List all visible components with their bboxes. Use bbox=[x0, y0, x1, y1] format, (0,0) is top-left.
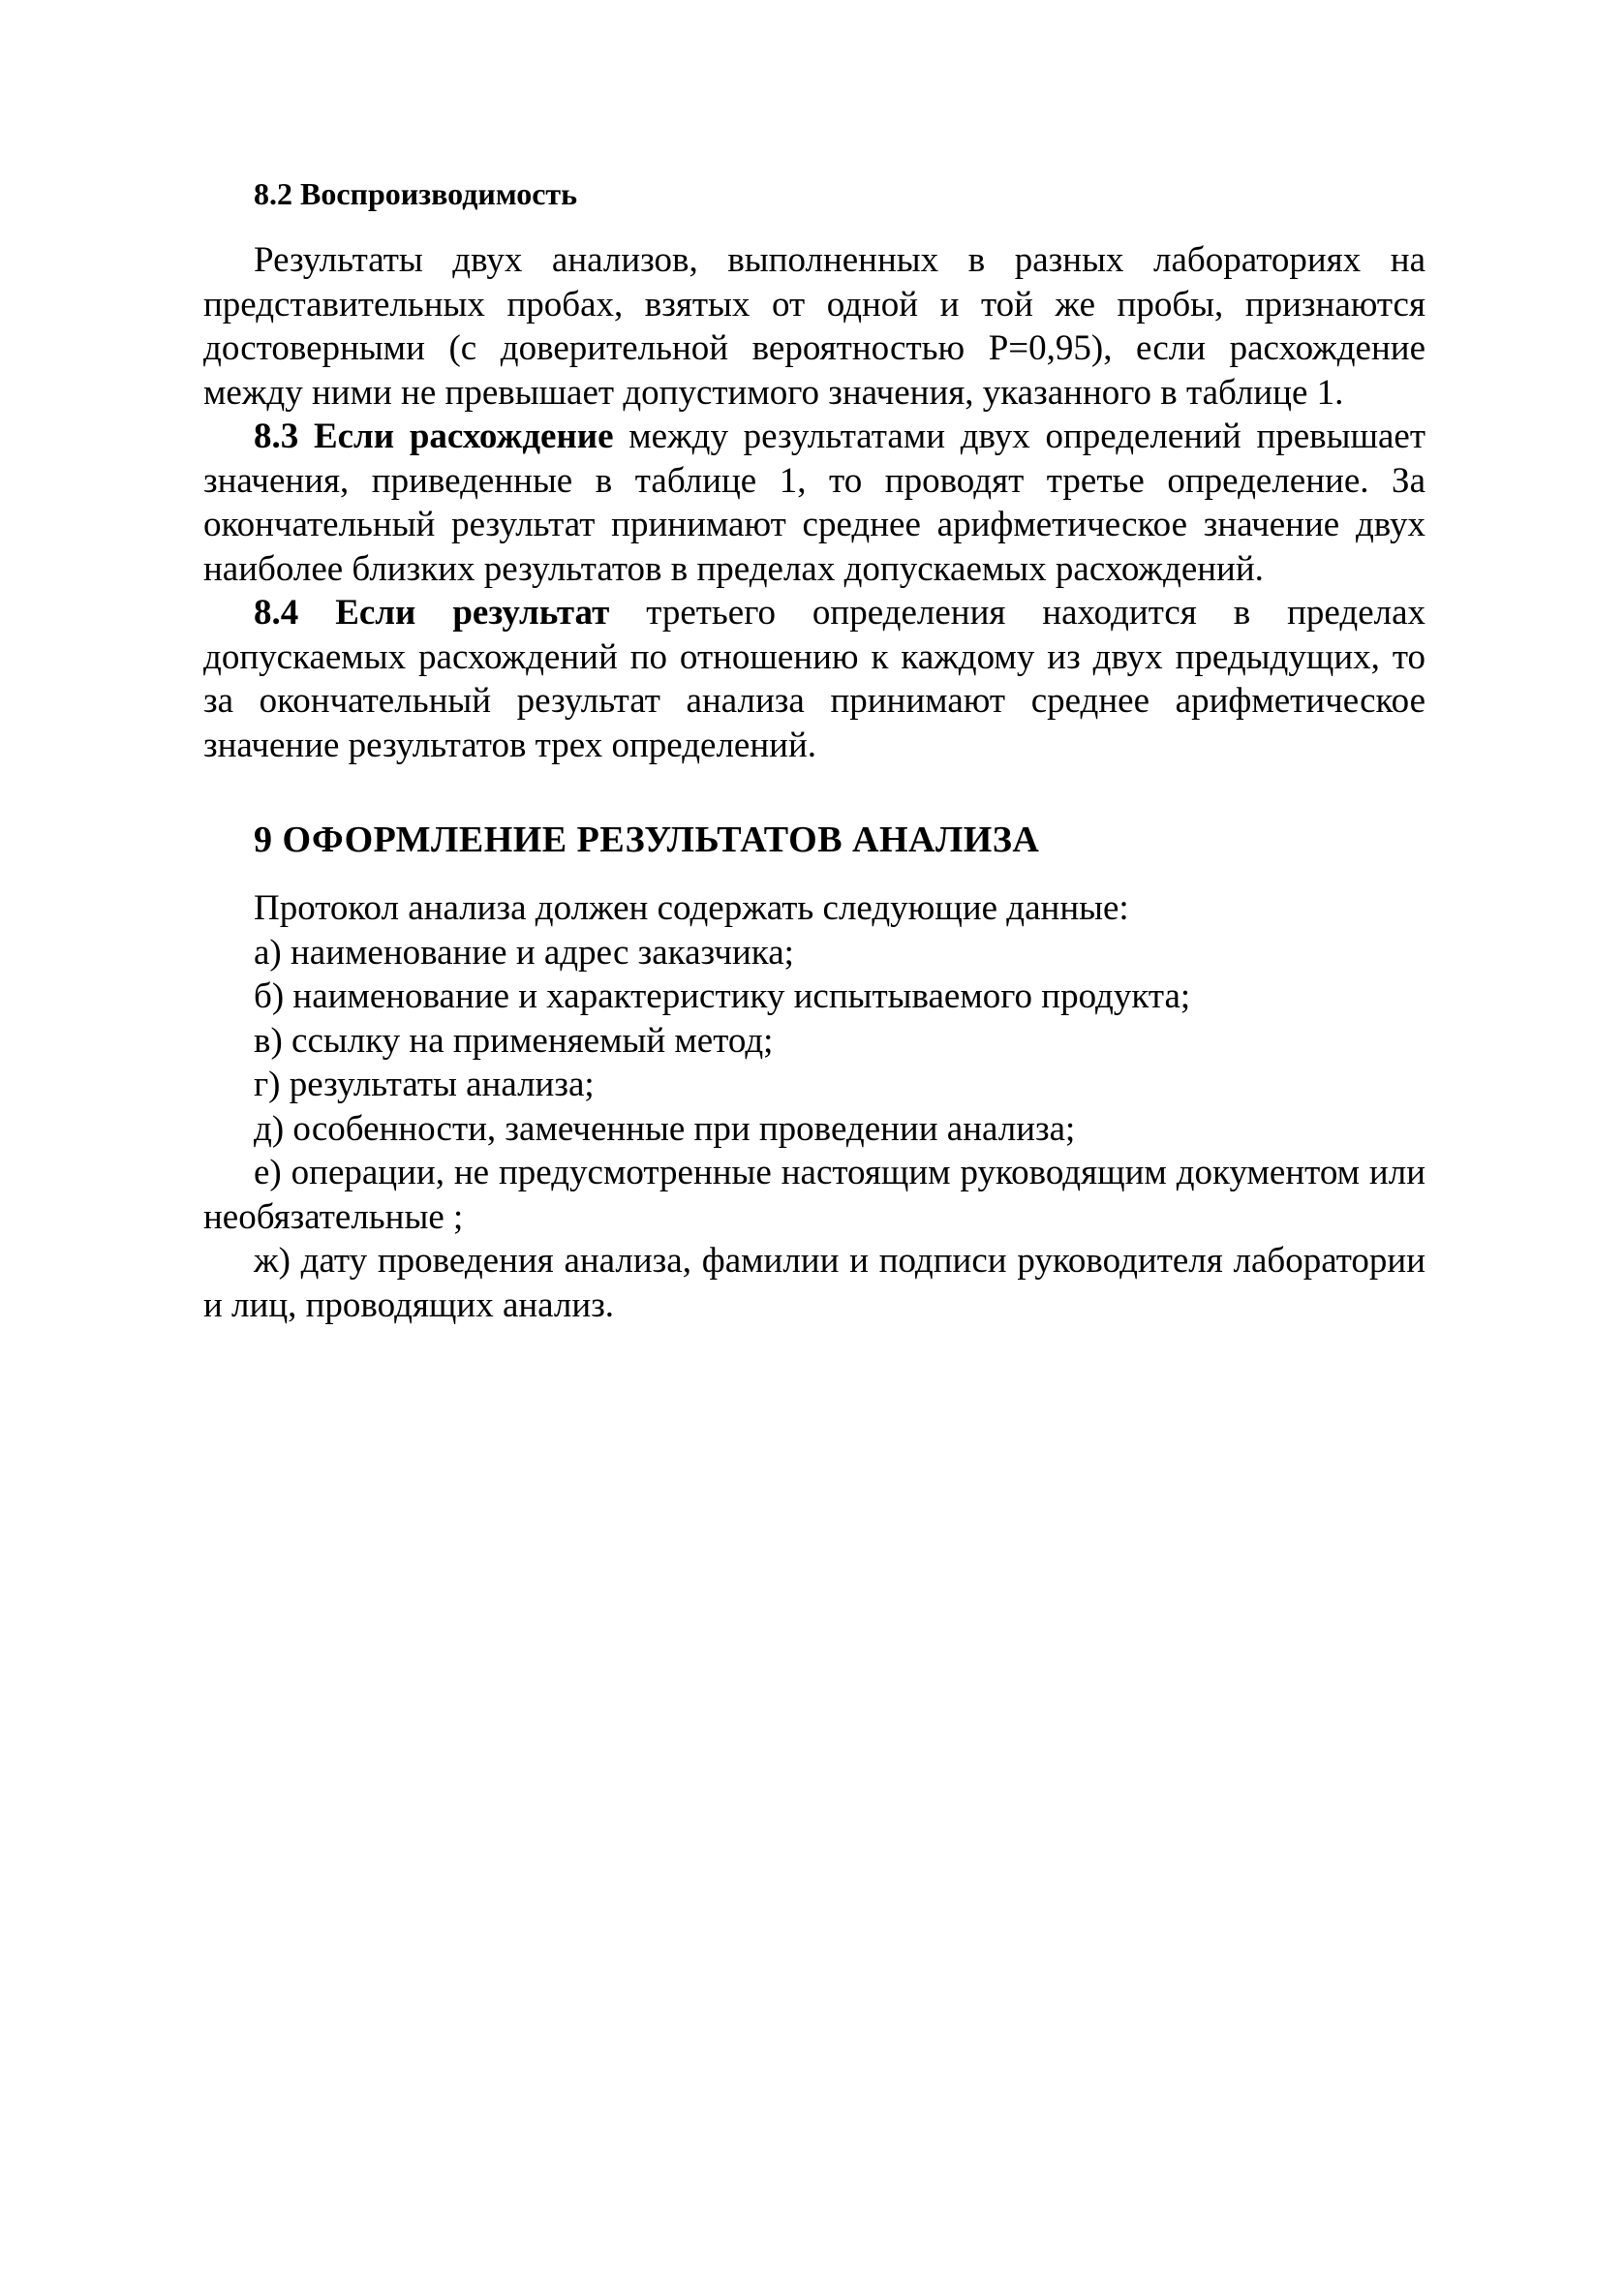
section-8-2-paragraph: Результаты двух анализов, выполненных в разных лабораториях на представительных пробах, взятых от одной и той же пробы, признаются достоверными (с доверительной вероятностью Р=0,95), если расхождение между ними не превышает допустимого значения, указанного в таблице 1. bbox=[203, 240, 1425, 413]
list-item: г) результаты анализа; bbox=[254, 1065, 595, 1104]
list-item: а) наименование и адрес заказчика; bbox=[254, 932, 794, 973]
list-item: б) наименование и характеристику испытываемого продукта; bbox=[254, 976, 1191, 1016]
section-8-3-paragraph bbox=[203, 415, 1425, 591]
section-8-4-text: третьего определения находится в пределах допускаемых расхождений по отношению к каждому из двух предыдущих, то за окончательный результат анализа принимают среднее арифметическое значение результатов трех определений. bbox=[203, 593, 1425, 765]
list-item: д) особенности, замеченные при проведении анализа; bbox=[254, 1108, 1076, 1149]
list-item: е) операции, не предусмотренные настоящим руководящим документом или необязательные ; bbox=[203, 1153, 1425, 1237]
section-8-3-text: между результатами двух определений превышает значения, приведенные в таблице 1, то проводят третье определение. За окончательный результат принимают среднее арифметическое значение двух наиболее близких результатов в пределах допускаемых расхождений. bbox=[203, 417, 1425, 589]
document-page bbox=[203, 174, 1425, 1327]
list-item: ж) дату проведения анализа, фамилии и подписи руководителя лаборатории и лиц, проводящих анализ. bbox=[203, 1241, 1425, 1325]
section-8-3-lead: 8.3 Если расхождение bbox=[254, 417, 614, 456]
list-item: в) ссылку на применяемый метод; bbox=[254, 1020, 774, 1061]
section-8-4-lead: 8.4 Если результат bbox=[254, 593, 610, 633]
section-9-heading: 9 ОФОРМЛЕНИЕ РЕЗУЛЬТАТОВ АНАЛИЗА bbox=[254, 820, 1040, 860]
section-8-4-paragraph bbox=[203, 591, 1425, 767]
section-8-2-heading: 8.2 Воспроизводимость bbox=[254, 176, 578, 211]
section-9-intro: Протокол анализа должен содержать следующие данные: bbox=[254, 888, 1129, 928]
